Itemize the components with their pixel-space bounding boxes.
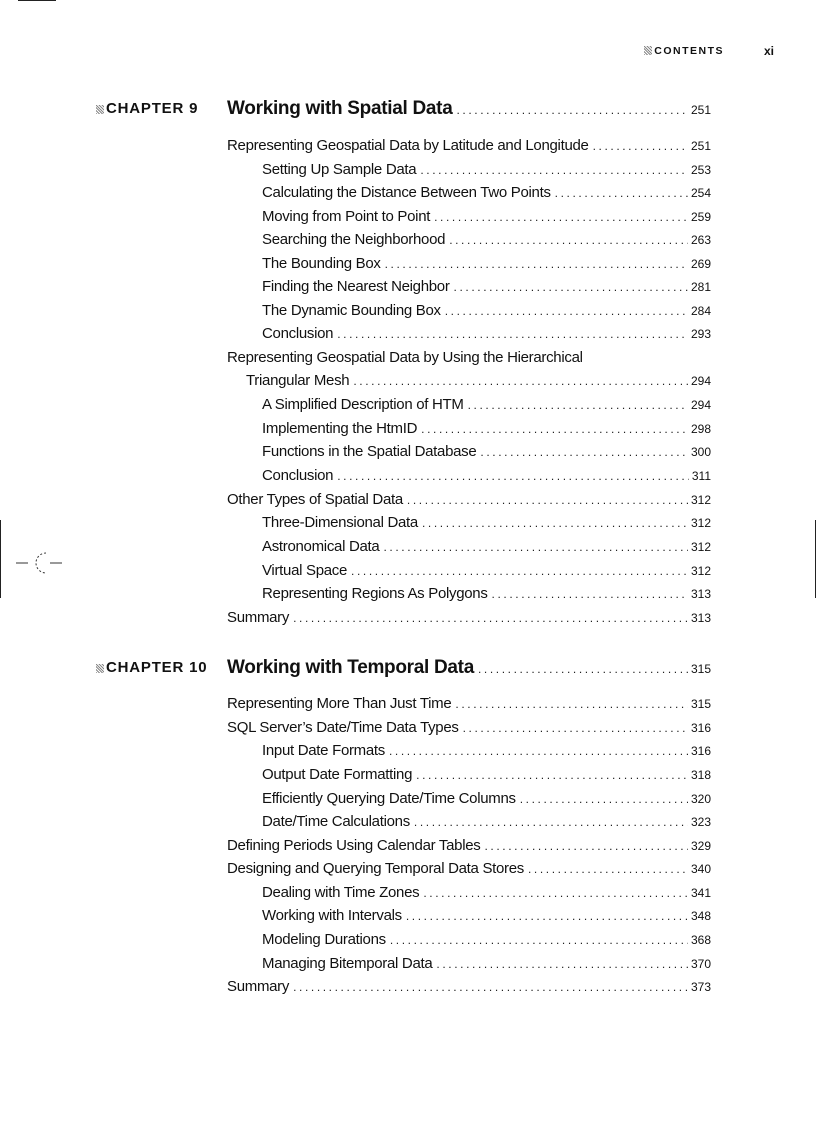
toc-entry-page: 312 xyxy=(690,516,711,530)
toc-entry-page: 315 xyxy=(690,697,711,711)
toc-entry[interactable] xyxy=(262,812,711,832)
toc-entry-page: 311 xyxy=(691,469,711,483)
toc-entry-text: Functions in the Spatial Database xyxy=(262,443,477,460)
leader-dots xyxy=(480,442,688,462)
toc-entry[interactable] xyxy=(262,277,711,297)
header-section-label: CONTENTS xyxy=(654,44,724,57)
toc-entry-text: Setting Up Sample Data xyxy=(262,161,417,178)
leader-dots xyxy=(390,930,688,950)
toc-entry[interactable] xyxy=(262,183,711,203)
leader-dots xyxy=(463,718,688,738)
toc-entry-text: Dealing with Time Zones xyxy=(262,884,420,901)
leader-dots xyxy=(293,977,688,997)
toc-entry-text: SQL Server’s Date/Time Data Types xyxy=(227,719,459,736)
shaded-square-icon xyxy=(644,46,652,55)
toc-entry-text: The Bounding Box xyxy=(262,255,381,272)
leader-dots xyxy=(434,207,688,227)
toc-entry-page: 259 xyxy=(690,210,711,224)
toc-entry[interactable] xyxy=(262,324,711,344)
chapter-title-row[interactable] xyxy=(227,657,711,680)
leader-dots xyxy=(407,490,688,510)
toc-entry-text: Representing More Than Just Time xyxy=(227,695,452,712)
toc-entry-text: Summary xyxy=(227,978,290,995)
header-section xyxy=(644,45,724,57)
leader-dots xyxy=(454,277,688,297)
registration-mark-icon xyxy=(16,548,62,578)
toc-entry-text-wrapped[interactable]: Representing Geospatial Data by Using the Hierarchical xyxy=(227,349,583,366)
toc-entry[interactable] xyxy=(262,561,711,581)
toc-entry[interactable] xyxy=(262,230,711,250)
toc-entry-page: 329 xyxy=(690,839,711,853)
toc-entry[interactable] xyxy=(262,160,711,180)
chapter-page: 251 xyxy=(690,103,711,117)
toc-entry-page: 253 xyxy=(690,163,711,177)
toc-entry[interactable] xyxy=(246,371,711,391)
shaded-square-icon xyxy=(96,105,104,114)
leader-dots xyxy=(455,694,688,714)
toc-entry-page: 284 xyxy=(690,304,711,318)
leader-dots xyxy=(555,183,688,203)
toc-entry-page: 340 xyxy=(690,862,711,876)
toc-entry-text: Output Date Formatting xyxy=(262,766,413,783)
shaded-square-icon xyxy=(96,664,104,673)
toc-entry-page: 263 xyxy=(690,233,711,247)
toc-entry[interactable] xyxy=(227,608,711,628)
toc-entry-page: 312 xyxy=(690,540,711,554)
leader-dots xyxy=(445,301,688,321)
crop-mark-top-left xyxy=(18,0,56,1)
toc-entry-page: 251 xyxy=(690,139,711,153)
toc-entry[interactable] xyxy=(262,789,711,809)
leader-dots xyxy=(484,836,687,856)
toc-entry-page: 313 xyxy=(690,587,711,601)
leader-dots xyxy=(353,371,688,391)
leader-dots xyxy=(414,812,688,832)
toc-entry[interactable] xyxy=(227,718,711,738)
toc-entry-page: 368 xyxy=(690,933,711,947)
toc-entry-text: A Simplified Description of HTM xyxy=(262,396,464,413)
toc-entry-text: Calculating the Distance Between Two Points xyxy=(262,184,551,201)
toc-entry-page: 316 xyxy=(690,721,711,735)
toc-entry-page: 313 xyxy=(690,611,711,625)
leader-dots xyxy=(416,765,688,785)
toc-entry[interactable] xyxy=(227,836,711,856)
leader-dots xyxy=(593,136,688,156)
toc-entry-page: 293 xyxy=(690,327,711,341)
running-header xyxy=(644,44,774,58)
leader-dots xyxy=(456,99,688,121)
leader-dots xyxy=(436,954,688,974)
leader-dots xyxy=(422,513,688,533)
toc-entry-text: Moving from Point to Point xyxy=(262,208,431,225)
toc-entry-text: Three-Dimensional Data xyxy=(262,514,418,531)
toc-entry-text: Conclusion xyxy=(262,467,334,484)
leader-dots xyxy=(337,324,688,344)
chapter-label xyxy=(96,98,198,120)
leader-dots xyxy=(385,254,688,274)
toc-entry-text: Implementing the HtmID xyxy=(262,420,418,437)
toc-entry-text: Other Types of Spatial Data xyxy=(227,491,403,508)
toc-entry[interactable] xyxy=(227,977,711,997)
toc-entry[interactable] xyxy=(262,906,711,926)
toc-entry-page: 281 xyxy=(690,280,711,294)
leader-dots xyxy=(478,658,688,680)
chapter-label-text: CHAPTER 10 xyxy=(106,659,208,676)
leader-dots xyxy=(293,608,688,628)
leader-dots xyxy=(492,584,688,604)
leader-dots xyxy=(520,789,688,809)
toc-entry-text: Summary xyxy=(227,609,290,626)
toc-entry-text: Efficiently Querying Date/Time Columns xyxy=(262,790,516,807)
leader-dots xyxy=(449,230,688,250)
toc-entry-text: Triangular Mesh xyxy=(246,372,350,389)
toc-entry-text: Designing and Querying Temporal Data Stores xyxy=(227,860,524,877)
leader-dots xyxy=(337,466,689,486)
leader-dots xyxy=(351,561,688,581)
chapter-title: Working with Spatial Data xyxy=(227,98,453,119)
leader-dots xyxy=(528,859,688,879)
toc-entry-page: 294 xyxy=(690,398,711,412)
toc-entry-page: 373 xyxy=(690,980,711,994)
toc-entry[interactable] xyxy=(262,741,711,761)
toc-entry-page: 294 xyxy=(690,374,711,388)
toc-entry-text: Managing Bitemporal Data xyxy=(262,955,433,972)
toc-entry-text: Virtual Space xyxy=(262,562,348,579)
chapter-title: Working with Temporal Data xyxy=(227,657,474,678)
toc-entry-text: Modeling Durations xyxy=(262,931,386,948)
toc-entry-page: 318 xyxy=(690,768,711,782)
toc-entry-text: Representing Regions As Polygons xyxy=(262,585,488,602)
toc-entry[interactable] xyxy=(262,395,711,415)
toc-entry[interactable] xyxy=(227,490,711,510)
toc-entry[interactable] xyxy=(262,537,711,557)
leader-dots xyxy=(423,883,688,903)
toc-entry-text: Astronomical Data xyxy=(262,538,380,555)
toc-entry-page: 312 xyxy=(690,493,711,507)
chapter-page: 315 xyxy=(690,662,711,676)
toc-entry-text: Defining Periods Using Calendar Tables xyxy=(227,837,481,854)
toc-entry[interactable] xyxy=(262,442,711,462)
toc-entry-page: 254 xyxy=(690,186,711,200)
toc-entry-text: Working with Intervals xyxy=(262,907,402,924)
toc-entry-text: Searching the Neighborhood xyxy=(262,231,446,248)
toc-entry[interactable] xyxy=(262,466,711,486)
toc-entry-page: 312 xyxy=(690,564,711,578)
toc-entry-page: 300 xyxy=(690,445,711,459)
toc-entry[interactable] xyxy=(262,954,711,974)
toc-entry-page: 348 xyxy=(690,909,711,923)
toc-entry-text: Date/Time Calculations xyxy=(262,813,410,830)
toc-entry-text: Input Date Formats xyxy=(262,742,385,759)
chapter-label-text: CHAPTER 9 xyxy=(106,100,199,117)
chapter-label xyxy=(96,657,207,679)
toc-entry-page: 320 xyxy=(690,792,711,806)
toc-entry[interactable] xyxy=(262,419,711,439)
leader-dots xyxy=(421,419,688,439)
toc-entry-text: Finding the Nearest Neighbor xyxy=(262,278,450,295)
toc-entry[interactable] xyxy=(262,930,711,950)
toc-entry[interactable] xyxy=(262,254,711,274)
toc-entry[interactable] xyxy=(262,207,711,227)
toc-entry[interactable] xyxy=(262,513,711,533)
leader-dots xyxy=(383,537,688,557)
toc-entry[interactable] xyxy=(262,765,711,785)
leader-dots xyxy=(420,160,688,180)
toc-entry[interactable] xyxy=(262,584,711,604)
toc-entry[interactable] xyxy=(227,694,711,714)
header-page-number: xi xyxy=(763,44,774,58)
toc-entry[interactable] xyxy=(227,859,711,879)
toc-entry[interactable] xyxy=(262,301,711,321)
leader-dots xyxy=(468,395,688,415)
toc-entry-page: 269 xyxy=(690,257,711,271)
leader-dots xyxy=(406,906,688,926)
toc-entry-page: 323 xyxy=(690,815,711,829)
toc-entry[interactable] xyxy=(262,883,711,903)
toc-entry-text: Conclusion xyxy=(262,325,334,342)
toc-entry-text: Representing Geospatial Data by Latitude and Longitude xyxy=(227,137,589,154)
toc-entry-page: 370 xyxy=(690,957,711,971)
toc-entry-page: 341 xyxy=(690,886,711,900)
toc-entry[interactable] xyxy=(227,136,711,156)
toc-entry-page: 316 xyxy=(690,744,711,758)
leader-dots xyxy=(389,741,688,761)
chapter-title-row[interactable] xyxy=(227,98,711,121)
toc-entry-page: 298 xyxy=(690,422,711,436)
crop-mark-left-bar xyxy=(0,520,1,598)
toc-entry-text: The Dynamic Bounding Box xyxy=(262,302,441,319)
